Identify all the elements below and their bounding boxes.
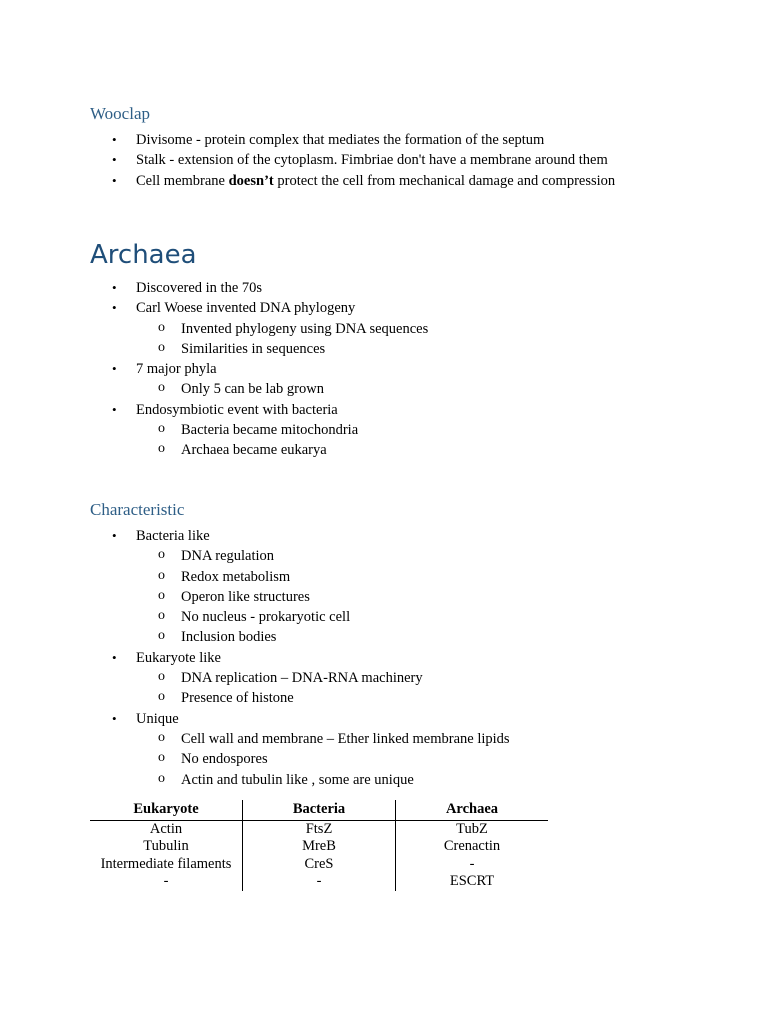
characteristic-list — [0, 526, 700, 790]
table-cell: MreB — [243, 838, 396, 856]
circle-bullet-icon: o — [158, 669, 165, 685]
sub-list-item: o Bacteria became mitochondria — [158, 421, 359, 439]
bullet-icon: • — [112, 132, 117, 147]
sub-list-item: o No nucleus - prokaryotic cell — [158, 608, 351, 626]
column-header-bacteria: Bacteria — [243, 800, 396, 820]
sub-list-item: o DNA replication – DNA-RNA machinery — [158, 669, 423, 687]
table-row — [90, 873, 548, 891]
list-item: • Eukaryote like — [0, 648, 700, 668]
bullet-icon: • — [112, 300, 117, 316]
sub-list-item: o Actin and tubulin like , some are unique — [158, 770, 414, 788]
circle-bullet-icon: o — [158, 750, 165, 766]
bullet-icon: • — [112, 361, 117, 377]
table-row — [90, 856, 548, 874]
bullet-icon: • — [112, 649, 117, 665]
sub-list-item: o Cell wall and membrane – Ether linked membrane lipids — [158, 729, 510, 747]
circle-bullet-icon: o — [158, 319, 165, 335]
sub-list-item: o Operon like structures — [158, 587, 310, 605]
emphasis-text: doesn’t — [228, 172, 274, 189]
bullet-icon: • — [112, 280, 117, 295]
table-cell: Actin — [90, 820, 243, 838]
table-cell: Crenactin — [443, 838, 501, 854]
table-cell: ESCRT — [449, 873, 495, 889]
circle-bullet-icon: o — [158, 689, 165, 705]
circle-bullet-icon: o — [158, 380, 165, 396]
circle-bullet-icon: o — [158, 421, 165, 437]
wooclap-heading: Wooclap — [90, 104, 150, 123]
table-cell: - — [469, 855, 475, 872]
circle-bullet-icon: o — [158, 339, 165, 355]
table-cell: Tubulin — [90, 838, 243, 856]
table-cell: - — [90, 873, 243, 891]
circle-bullet-icon: o — [158, 547, 165, 563]
sub-list-item: o Presence of histone — [158, 689, 294, 707]
list-item: • Stalk - extension of the cytoplasm. Fimbriae don't have a membrane around them — [0, 150, 700, 170]
archaea-list — [0, 278, 700, 461]
circle-bullet-icon: o — [158, 608, 165, 624]
list-item: • Discovered in the 70s — [0, 278, 700, 298]
bullet-icon: • — [112, 172, 117, 188]
list-item: • 7 major phyla — [0, 359, 700, 379]
sub-list-item: o Archaea became eukarya — [158, 441, 327, 459]
circle-bullet-icon: o — [158, 729, 165, 745]
circle-bullet-icon: o — [158, 770, 165, 786]
list-item: • Unique — [0, 709, 700, 729]
bullet-icon: • — [112, 152, 117, 168]
comparison-table — [90, 800, 548, 891]
circle-bullet-icon: o — [158, 441, 165, 457]
table-cell: FtsZ — [243, 820, 396, 838]
bullet-icon: • — [112, 401, 117, 417]
sub-list-item: o DNA regulation — [158, 547, 275, 565]
list-item: • Endosymbiotic event with bacteria — [0, 400, 700, 420]
circle-bullet-icon: o — [158, 567, 165, 583]
sub-list-item: o No endospores — [158, 750, 268, 768]
sub-list-item: o Similarities in sequences — [158, 339, 326, 357]
table-cell: CreS — [243, 856, 396, 874]
column-header-archaea: Archaea — [396, 800, 549, 820]
list-item: • Carl Woese invented DNA phylogeny — [0, 298, 700, 318]
circle-bullet-icon: o — [158, 587, 165, 603]
column-header-eukaryote: Eukaryote — [90, 800, 243, 820]
sub-list-item: o Only 5 can be lab grown — [158, 380, 324, 398]
archaea-heading: Archaea — [90, 240, 197, 270]
list-item: • Cell membrane doesn’t protect the cell from mechanical damage and compression — [0, 171, 700, 191]
sub-list-item: o Invented phylogeny using DNA sequences — [158, 319, 429, 337]
list-item: • Divisome - protein complex that mediates the formation of the septum — [0, 130, 700, 150]
sub-list-item: o Redox metabolism — [158, 567, 291, 585]
characteristic-heading: Characteristic — [90, 500, 185, 519]
table-header-row — [90, 800, 548, 820]
table-row — [90, 820, 548, 838]
sub-list-item: o Inclusion bodies — [158, 628, 277, 646]
bullet-icon: • — [112, 710, 117, 726]
table-cell: TubZ — [456, 820, 488, 837]
wooclap-list — [0, 130, 700, 191]
bullet-icon: • — [112, 528, 117, 543]
circle-bullet-icon: o — [158, 628, 165, 644]
table-row — [90, 838, 548, 856]
table-cell: Intermediate filaments — [90, 856, 243, 874]
table-cell: - — [243, 873, 396, 891]
list-item: • Bacteria like — [0, 526, 700, 546]
